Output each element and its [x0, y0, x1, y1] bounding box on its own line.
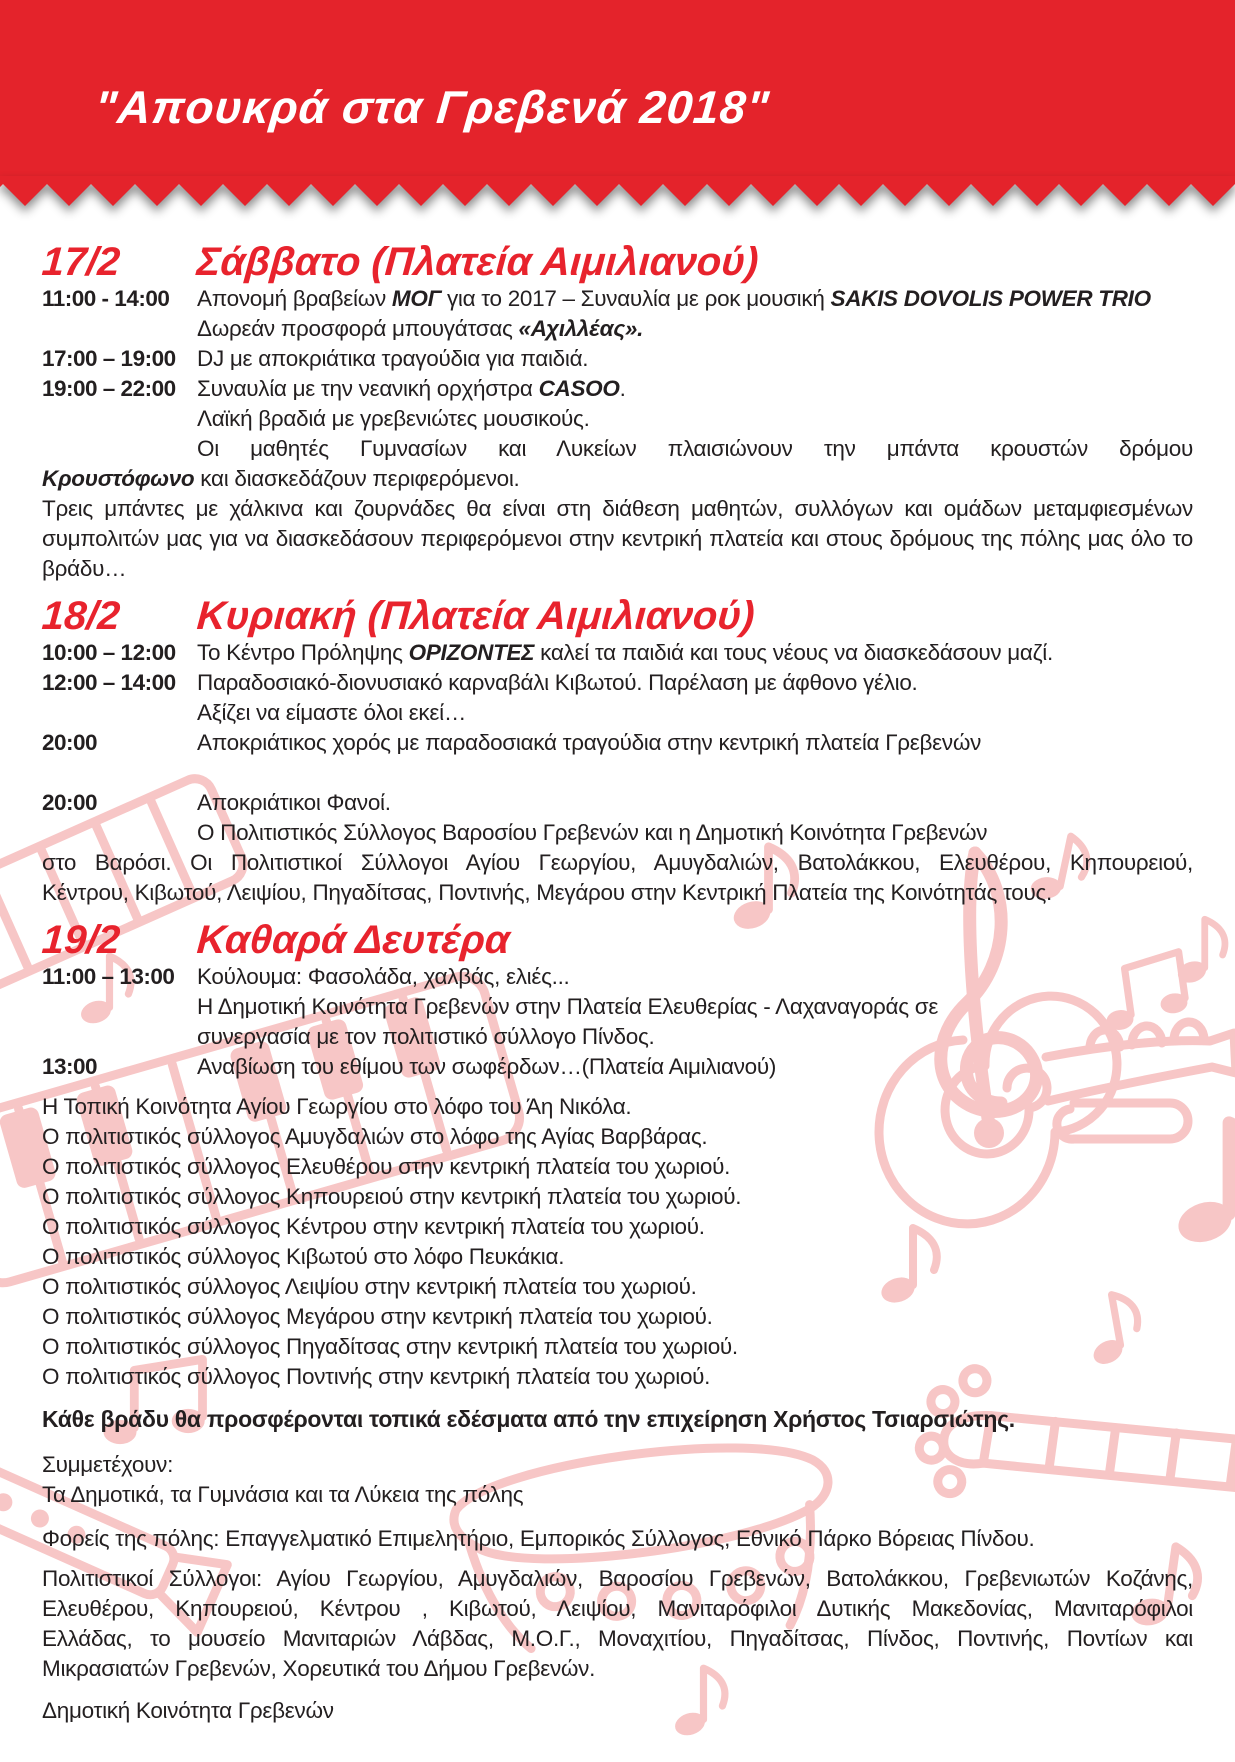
time-label: 20:00 — [42, 730, 98, 755]
schedule-row — [42, 1022, 1193, 1052]
schedule-row — [42, 404, 1193, 434]
venue-line: Ο πολιτιστικός σύλλογος Κηπουρειού στην κεντρική πλατεία του χωριού. — [42, 1184, 742, 1209]
section-date: 18/2 — [40, 594, 122, 638]
event-text: Κούλουμα: Φασολάδα, χαλβάς, ελιές... — [197, 964, 570, 989]
schedule-row — [42, 668, 1193, 698]
schedule-row — [42, 788, 1193, 818]
event-text: Δωρεάν προσφορά μπουγάτσας «Αχιλλέας». — [197, 316, 644, 341]
event-text: Αξίζει να είμαστε όλοι εκεί… — [197, 700, 467, 725]
schedule-row — [42, 962, 1193, 992]
time-label: 19:00 – 22:00 — [42, 376, 176, 401]
venue-line: Ο πολιτιστικός σύλλογος Ελευθέρου στην κεντρική πλατεία του χωριού. — [42, 1154, 731, 1179]
event-text: Οι μαθητές Γυμνασίων και Λυκείων πλαισιώνουν την μπάντα κρουστών δρόμου — [197, 436, 1193, 461]
event-text: Συναυλία με την νεανική ορχήστρα CASOO. — [197, 376, 626, 401]
participants-line: Τα Δημοτικά, τα Γυμνάσια και τα Λύκεια της πόλης — [42, 1482, 524, 1507]
venue-line: Ο πολιτιστικός σύλλογος Κιβωτού στο λόφο Πευκάκια. — [42, 1244, 565, 1269]
schedule-row — [42, 314, 1193, 344]
venue-line: Η Τοπική Κοινότητα Αγίου Γεωργίου στο λόφο του Άη Νικόλα. — [42, 1094, 632, 1119]
associations-line: Ελευθέρου, Κηπουρειού, Κέντρου , Κιβωτού, Λειψίου, Μανιταρόφιλοι Δυτικής Μακεδονίας, Μανιταρόφιλοι — [42, 1596, 1193, 1621]
time-label: 13:00 — [42, 1054, 98, 1079]
schedule-row — [42, 344, 1193, 374]
section-heading-17-2 — [41, 242, 1195, 282]
participants-label: Συμμετέχουν: — [42, 1452, 174, 1477]
event-text: Λαϊκή βραδιά με γρεβενιώτες μουσικούς. — [197, 406, 590, 431]
time-label: 10:00 – 12:00 — [42, 640, 176, 665]
associations-paragraph — [42, 1564, 1193, 1684]
venue-line: Ο πολιτιστικός σύλλογος Αμυγδαλιών στο λόφο της Αγίας Βαρβάρας. — [42, 1124, 708, 1149]
venue-line: Ο πολιτιστικός σύλλογος Ποντινής στην κεντρική πλατεία του χωριού. — [42, 1364, 711, 1389]
venue-line: Ο πολιτιστικός σύλλογος Πηγαδίτσας στην κεντρική πλατεία του χωριού. — [42, 1334, 738, 1359]
section-date: 17/2 — [40, 240, 122, 284]
closing-note: Κάθε βράδυ θα προσφέρονται τοπικά εδέσματα από την επιχείρηση Χρήστος Τσιαρσιώτης. — [42, 1406, 1015, 1432]
participants-block — [42, 1450, 1193, 1510]
time-label: 12:00 – 14:00 — [42, 670, 176, 695]
schedule-row — [42, 728, 1193, 758]
event-text: Το Κέντρο Πρόληψης ΟΡΙΖΟΝΤΕΣ καλεί τα παιδιά και τους νέους να διασκεδάσουν μαζί. — [197, 640, 1053, 665]
time-label: 20:00 — [42, 790, 98, 815]
venue-line: Ο πολιτιστικός σύλλογος Λειψίου στην κεντρική πλατεία του χωριού. — [42, 1274, 697, 1299]
schedule-row — [42, 284, 1193, 314]
schedule-row — [42, 818, 1193, 848]
event-text: Αναβίωση του εθίμου των σωφέρδων…(Πλατεία Αιμιλιανού) — [197, 1054, 777, 1079]
associations-line: Μικρασιατών Γρεβενών, Χορευτικά του Δήμου Γρεβενών. — [42, 1656, 596, 1681]
zigzag-polygon — [0, 176, 1235, 206]
schedule-row — [42, 698, 1193, 728]
schedule — [0, 176, 1235, 1726]
venue-line: Ο πολιτιστικός σύλλογος Μεγάρου στην κεντρική πλατεία του χωριού. — [42, 1304, 713, 1329]
paragraph-line: Κρουστόφωνο και διασκεδάζουν περιφερόμενοι. — [42, 466, 520, 491]
section-title: Κυριακή (Πλατεία Αιμιλιανού) — [195, 594, 757, 638]
event-text: Αποκριάτικοι Φανοί. — [197, 790, 391, 815]
event-text: Ο Πολιτιστικός Σύλλογος Βαροσίου Γρεβενών και η Δημοτική Κοινότητα Γρεβενών — [197, 820, 988, 845]
venue-line: Ο πολιτιστικός σύλλογος Κέντρου στην κεντρική πλατεία του χωριού. — [42, 1214, 705, 1239]
footer-signature: Δημοτική Κοινότητα Γρεβενών — [42, 1698, 334, 1723]
paragraph-line: συμπολιτών μας για να διασκεδάσουν περιφερόμενοι στην κεντρική πλατεία και στους δρόμους της πόλης μας όλο το — [42, 526, 1193, 551]
header-band — [0, 0, 1235, 176]
event-text: Παραδοσιακό-διονυσιακό καρναβάλι Κιβωτού. Παρέλαση με άφθονο γέλιο. — [197, 670, 918, 695]
paragraph-line: βράδυ… — [42, 556, 127, 581]
venue-list — [42, 1092, 1193, 1392]
associations-line: Ελλάδας, το μουσείο Μανιταριών Λάβδας, Μ.Ο.Γ., Μοναχιτίου, Πηγαδίτσας, Πίνδος, Ποντινής, Ποντίων και — [42, 1626, 1193, 1651]
associations-line: Πολιτιστικοί Σύλλογοι: Αγίου Γεωργίου, Αμυγδαλιών, Βαροσίου Γρεβενών, Βατολάκκου, Γρεβενιωτών Κοζάνης, — [42, 1566, 1193, 1591]
event-text: Απονομή βραβείων ΜΟΓ για το 2017 – Συναυλία με ροκ μουσική SAKIS DOVOLIS POWER TRIO — [197, 286, 1151, 311]
section-heading-19-2 — [41, 920, 1195, 960]
time-label: 11:00 – 13:00 — [42, 964, 175, 989]
event-text: συνεργασία με τον πολιτιστικό σύλλογο Πίνδος. — [197, 1024, 655, 1049]
event-text: Η Δημοτική Κοινότητα Γρεβενών στην Πλατεία Ελευθερίας - Λαχαναγοράς σε — [197, 994, 939, 1019]
time-label: 11:00 - 14:00 — [42, 286, 170, 311]
poster-title: "Απουκρά στα Γρεβενά 2018" — [92, 81, 772, 133]
schedule-row — [42, 374, 1193, 404]
zigzag-edge — [0, 176, 1235, 216]
schedule-row — [42, 1052, 1193, 1082]
section-date: 19/2 — [40, 918, 122, 962]
section-title: Καθαρά Δευτέρα — [195, 918, 512, 962]
schedule-row — [42, 434, 1193, 464]
event-text: DJ με αποκριάτικα τραγούδια για παιδιά. — [197, 346, 589, 371]
schedule-row — [42, 638, 1193, 668]
section-title: Σάββατο (Πλατεία Αιμιλιανού) — [195, 240, 760, 284]
city-bodies-line: Φορείς της πόλης: Επαγγελματικό Επιμελητήριο, Εμπορικός Σύλλογος, Εθνικό Πάρκο Βόρειας Πίνδου. — [42, 1526, 1035, 1551]
section-heading-18-2 — [41, 596, 1195, 636]
schedule-row — [42, 992, 1193, 1022]
paragraph-line: Τρεις μπάντες με χάλκινα και ζουρνάδες θα είναι στη διάθεση μαθητών, συλλόγων και ομάδων μεταμφιεσμένων — [42, 496, 1193, 521]
event-text: Αποκριάτικος χορός με παραδοσιακά τραγούδια στην κεντρική πλατεία Γρεβενών — [197, 730, 982, 755]
time-label: 17:00 – 19:00 — [42, 346, 176, 371]
paragraph-line: στο Βαρόσι. Οι Πολιτιστικοί Σύλλογοι Αγίου Γεωργίου, Αμυγδαλιών, Βατολάκκου, Ελευθέρου, Κηπουρειού, — [42, 850, 1193, 875]
paragraph-line: Κέντρου, Κιβωτού, Λειψίου, Πηγαδίτσας, Ποντινής, Μεγάρου στην Κεντρική Πλατεία της Κοινότητάς τους. — [42, 880, 1052, 905]
